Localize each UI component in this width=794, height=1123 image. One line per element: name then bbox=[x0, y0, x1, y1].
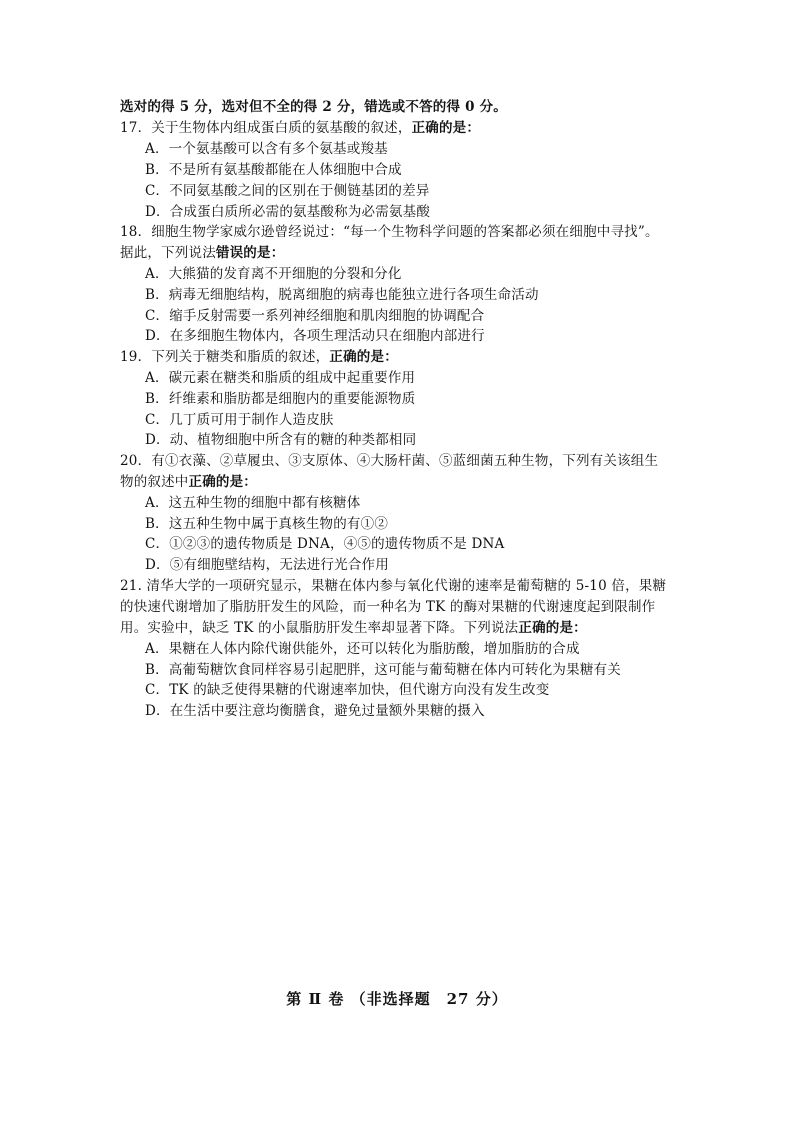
question-21-stem-line1: 21. 清华大学的一项研究显示，果糖在体内参与氧化代谢的速率是葡萄糖的 5-10 倍，果糖 bbox=[120, 578, 667, 594]
question-18-option-a: A．大熊猫的发育离不开细胞的分裂和分化 bbox=[145, 266, 402, 282]
question-17-option-c: C．不同氨基酸之间的区别在于侧链基团的差异 bbox=[145, 183, 430, 199]
question-20-stem bbox=[120, 472, 257, 492]
question-17-option-a: A．一个氨基酸可以含有多个氨基或羧基 bbox=[145, 141, 388, 157]
question-21-option-d: D．在生活中要注意均衡膳食，避免过量额外果糖的摄入 bbox=[145, 703, 485, 719]
question-20-stem-line1: 20．有①衣藻、②草履虫、③支原体、④大肠杆菌、⑤蓝细菌五种生物，下列有关该组生 bbox=[120, 453, 659, 469]
question-18-option-c: C．缩手反射需要一系列神经细胞和肌肉细胞的协调配合 bbox=[145, 308, 485, 324]
question-19-emphasis: 正确的是： bbox=[329, 349, 398, 365]
question-20-option-d: D．⑤有细胞壁结构，无法进行光合作用 bbox=[145, 557, 389, 573]
question-21-option-a: A．果糖在人体内除代谢供能外，还可以转化为脂肪酸，增加脂肪的合成 bbox=[145, 641, 580, 657]
question-17-option-d: D．合成蛋白质所必需的氨基酸称为必需氨基酸 bbox=[145, 204, 431, 220]
question-19-option-a: A．碳元素在糖类和脂质的组成中起重要作用 bbox=[145, 370, 416, 386]
question-20-option-c: C．①②③的遗传物质是 DNA，④⑤的遗传物质不是 DNA bbox=[145, 536, 505, 552]
question-21-text: 用。实验中，缺乏 TK 的小鼠脂肪肝发生率却显著下降。下列说法 bbox=[120, 620, 519, 636]
question-20-option-a: A．这五种生物的细胞中都有核糖体 bbox=[145, 495, 361, 511]
question-20-option-b: B．这五种生物中属于真核生物的有①② bbox=[145, 516, 389, 532]
question-19-stem bbox=[120, 347, 398, 367]
question-21-stem-line2: 的快速代谢增加了脂肪肝发生的风险，而一种名为 TK 的酶对果糖的代谢速度起到限制作 bbox=[120, 599, 656, 615]
question-19-option-b: B．纤维素和脂肪都是细胞内的重要能源物质 bbox=[145, 391, 416, 407]
question-17-text: 17．关于生物体内组成蛋白质的氨基酸的叙述， bbox=[120, 120, 412, 136]
question-17-emphasis: 正确的是： bbox=[411, 120, 481, 136]
question-21-stem bbox=[120, 618, 587, 638]
question-18-text: 据此，下列说法 bbox=[120, 245, 216, 261]
question-18-stem-line1: 18．细胞生物学家威尔逊曾经说过：“每一个生物科学问题的答案都必须在细胞中寻找”。 bbox=[120, 224, 659, 240]
question-17-stem bbox=[120, 118, 480, 138]
question-19-option-d: D．动、植物细胞中所含有的糖的种类都相同 bbox=[145, 432, 417, 448]
question-20-text: 物的叙述中 bbox=[120, 474, 189, 490]
question-18-emphasis: 错误的是： bbox=[215, 245, 285, 261]
question-19-option-c: C．几丁质可用于制作人造皮肤 bbox=[145, 412, 334, 428]
question-21-option-c: C．TK 的缺乏使得果糖的代谢速率加快，但代谢方向没有发生改变 bbox=[145, 682, 550, 698]
question-21-emphasis: 正确的是： bbox=[518, 620, 587, 636]
question-18-option-b: B．病毒无细胞结构，脱离细胞的病毒也能独立进行各项生命活动 bbox=[145, 287, 539, 303]
scoring-instruction: 选对的得 5 分，选对但不全的得 2 分，错选或不答的得 0 分。 bbox=[120, 99, 507, 115]
question-17-option-b: B．不是所有氨基酸都能在人体细胞中合成 bbox=[145, 162, 402, 178]
question-18-option-d: D．在多细胞生物体内，各项生理活动只在细胞内部进行 bbox=[145, 328, 485, 344]
question-20-emphasis: 正确的是： bbox=[188, 474, 257, 490]
question-21-option-b: B．高葡萄糖饮食同样容易引起肥胖，这可能与葡萄糖在体内可转化为果糖有关 bbox=[145, 662, 621, 678]
section-2-title: 第 Ⅱ 卷 （非选择题 27 分） bbox=[286, 990, 508, 1008]
question-18-stem bbox=[120, 243, 284, 263]
question-19-text: 19．下列关于糖类和脂质的叙述， bbox=[120, 349, 330, 365]
